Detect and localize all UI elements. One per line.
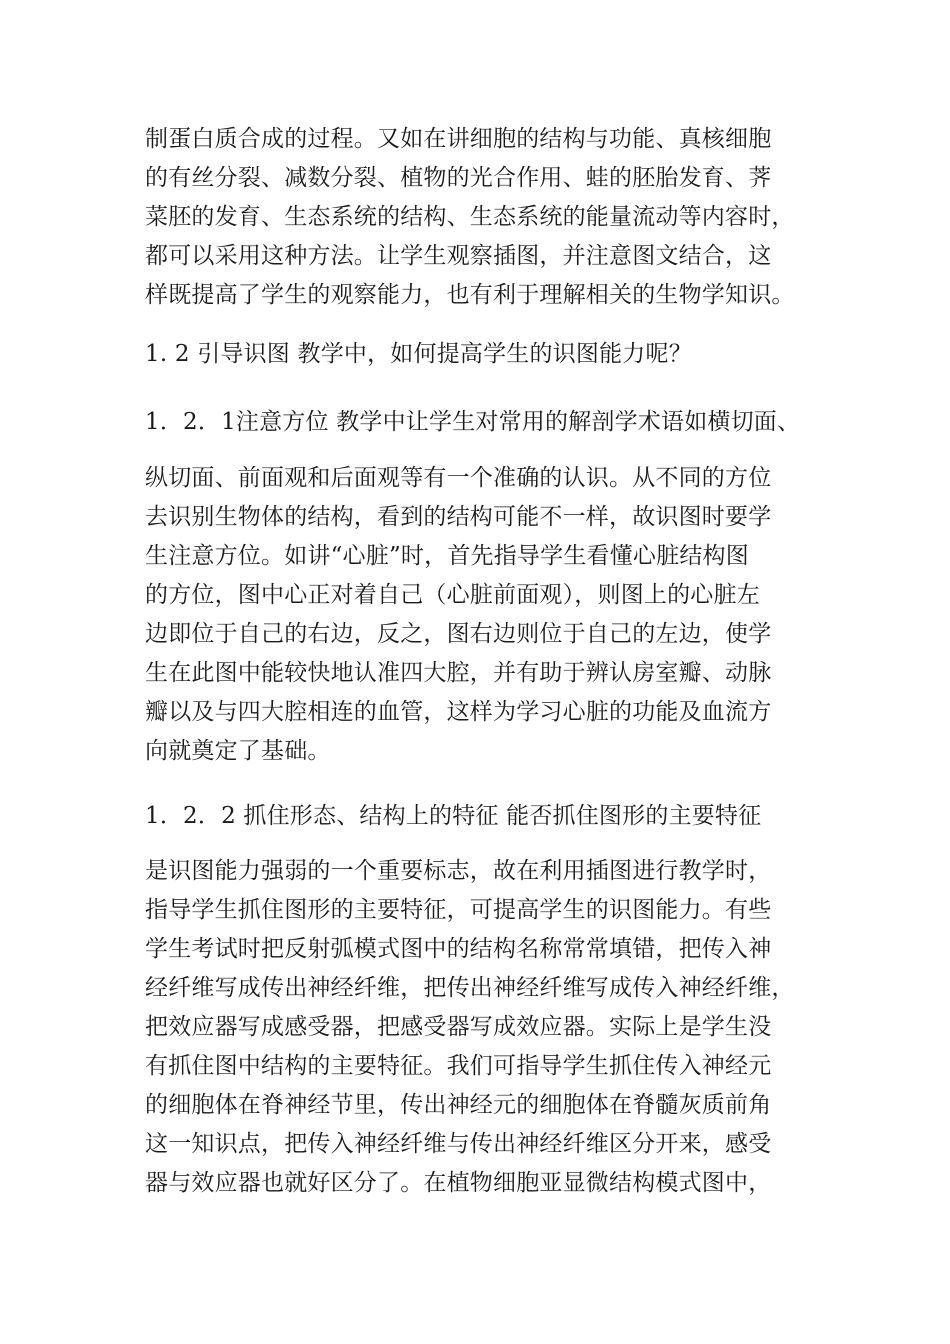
text-line: 经纤维写成传出神经纤维，把传出神经纤维写成传入神经纤维， <box>145 975 795 1001</box>
text-line: 向就奠定了基础。 <box>145 738 331 764</box>
text-line: 菜胚的发育、生态系统的结构、生态系统的能量流动等内容时， <box>145 204 795 230</box>
text-line: 有抓住图中结构的主要特征。我们可指导学生抓住传入神经元 <box>145 1053 772 1079</box>
text-line: 纵切面、前面观和后面观等有一个准确的认识。从不同的方位 <box>145 465 772 491</box>
text-line: 指导学生抓住图形的主要特征，可提高学生的识图能力。有些 <box>145 897 772 923</box>
text-line: 去识别生物体的结构，看到的结构可能不一样，故识图时要学 <box>145 504 772 530</box>
text-line: 制蛋白质合成的过程。又如在讲细胞的结构与功能、真核细胞 <box>145 126 772 152</box>
text-line: 器与效应器也就好区分了。在植物细胞亚显微结构模式图中， <box>145 1170 772 1196</box>
subsection-heading-1-2-1: 1．2．1注意方位 教学中让学生对常用的解剖学术语如横切面、 <box>145 409 801 435</box>
text-line: 学生考试时把反射弧模式图中的结构名称常常填错，把传入神 <box>145 936 772 962</box>
text-line: 边即位于自己的右边，反之，图右边则位于自己的左边，使学 <box>145 621 772 647</box>
text-line: 生注意方位。如讲“心脏”时，首先指导学生看懂心脏结构图 <box>145 543 749 569</box>
text-line: 是识图能力强弱的一个重要标志，故在利用插图进行教学时， <box>145 858 772 884</box>
text-line: 都可以采用这种方法。让学生观察插图，并注意图文结合，这 <box>145 243 772 269</box>
text-line: 的有丝分裂、减数分裂、植物的光合作用、蛙的胚胎发育、荠 <box>145 165 772 191</box>
text-line: 生在此图中能较快地认准四大腔，并有助于辨认房室瓣、动脉 <box>145 660 772 686</box>
text-line: 这一知识点，把传入神经纤维与传出神经纤维区分开来，感受 <box>145 1131 772 1157</box>
section-heading-1-2: 1. 2 引导识图 教学中，如何提高学生的识图能力呢？ <box>145 341 692 367</box>
subsection-heading-1-2-2: 1．2．2 抓住形态、结构上的特征 能否抓住图形的主要特征 <box>145 803 762 829</box>
text-line: 瓣以及与四大腔相连的血管，这样为学习心脏的功能及血流方 <box>145 699 772 725</box>
text-line: 把效应器写成感受器，把感受器写成效应器。实际上是学生没 <box>145 1014 772 1040</box>
text-line: 的方位，图中心正对着自己（心脏前面观），则图上的心脏左 <box>145 582 760 608</box>
text-line: 的细胞体在脊神经节里，传出神经元的细胞体在脊髓灰质前角 <box>145 1092 772 1118</box>
text-line: 样既提高了学生的观察能力，也有利于理解相关的生物学知识。 <box>145 282 795 308</box>
